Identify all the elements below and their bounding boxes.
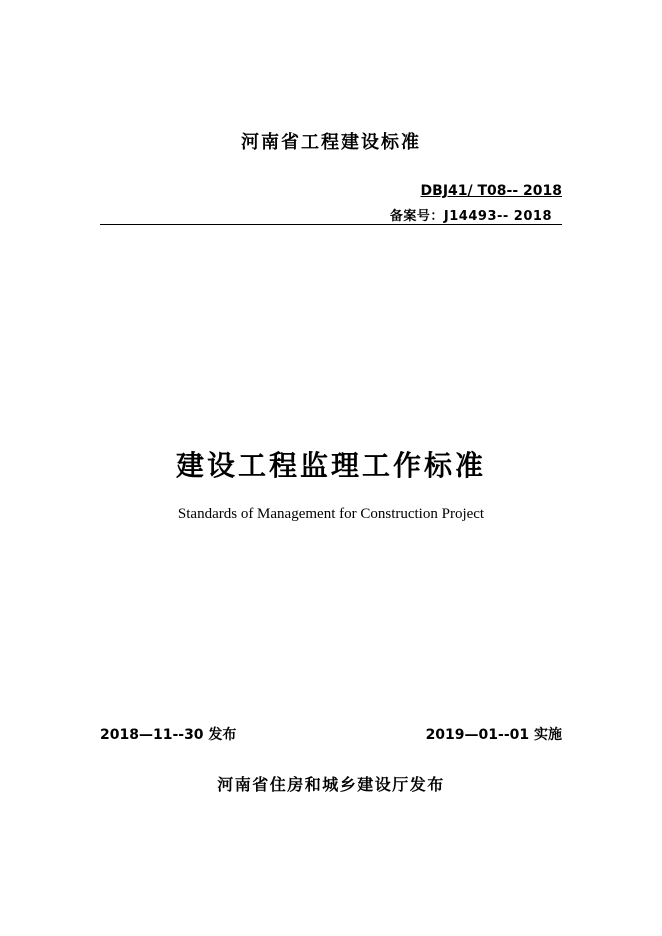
implementation-date: 2019—01--01 实施 bbox=[425, 727, 562, 743]
standard-code-wrapper bbox=[421, 183, 562, 199]
code-block bbox=[100, 183, 562, 225]
english-title: Standards of Management for Construction Project bbox=[177, 506, 485, 522]
standard-code: DBJ41/ T08-- 2018 bbox=[420, 183, 562, 199]
standard-category-heading: 河南省工程建设标准 bbox=[241, 132, 421, 153]
document-title: 建设工程监理工作标准 bbox=[175, 449, 486, 482]
record-number: 备案号：J14493-- 2018 bbox=[389, 209, 552, 224]
issue-date: 2018—11--30 发布 bbox=[100, 727, 237, 743]
publisher: 河南省住房和城乡建设厅发布 bbox=[217, 775, 445, 794]
